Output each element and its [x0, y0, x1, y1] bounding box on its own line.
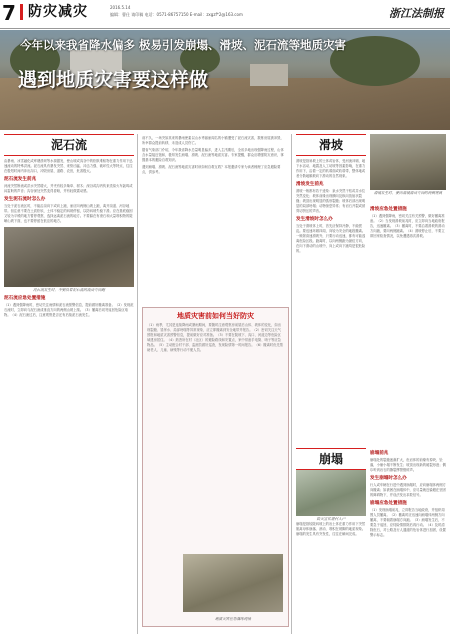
tips-box-title: 地质灾害前如何当好防灾: [177, 312, 254, 320]
subheading: 滑坡发生前兆: [296, 182, 324, 187]
page-header: [0, 0, 450, 29]
intro-text: 滑坡是指斜坡上的土体或岩体，受河流冲刷、地下水活动、地震及人工切坡等因素影响，在重力作用下，沿着一定的软弱面或软弱带，整体地或者分散地顺坡向下滑动的自然现象。: [296, 159, 366, 178]
photo-caption: 防灾宣传进村入户: [316, 517, 346, 521]
photo-caption: 滑坡发生时，要向滑坡滑动方向的两侧逃离: [373, 191, 443, 195]
section-heading: 滑坡: [318, 138, 343, 152]
section-heading: 泥石流: [50, 138, 87, 152]
photo-caption: 地质灾害应急演练现场: [215, 617, 251, 621]
section-title: 防灾减灾: [28, 4, 88, 20]
lead-text: 前不久，一场突如其来的暴雨使素以山水秀丽而闻名的小镇遭受了泥石流灾害，数栋房屋被冲毁，所幸群众提前转移，未造成人员伤亡。: [142, 136, 284, 145]
debris-flow-photo: [4, 227, 134, 287]
editor-contact: 编辑：曹仕 请印稿 电话：0571-86757150 E-mail：zxgzf*2@163.com: [110, 12, 243, 17]
drill-photo: [183, 554, 283, 612]
column-rockfall: [296, 448, 446, 634]
subheading: 崩塌应急处置措施: [370, 501, 407, 506]
intro-text: 崩塌是指较陡斜坡上的岩土体在重力作用下突然脱离母体崩落、滚动、堆积在坡脚的地质现象。崩塌的发生具有突发性，往往在瞬间完成。: [296, 522, 366, 536]
subheading: 发生泥石流时怎么办: [4, 197, 46, 202]
banner-title: 遇到地质灾害要这样做: [18, 69, 209, 91]
lead-text: 据省气象部门介绍，今年我省降水总量明显偏多，进入主汛期后，全省多地出现强降雨过程，山体含水量接近饱和，极易发生崩塌、滑坡、泥石流等地质灾害。专家提醒，群众应增强防灾意识，掌握基本的避险自救知识。: [142, 148, 284, 162]
tips-box: [142, 307, 289, 627]
section-header: [4, 134, 134, 156]
body-text: 当处于滑坡体上时，首先应保持冷静，不能慌乱。要迅速环顾四周，向较为安全的地段撤离。一般除高速滑坡外，只要行动迅速，都有可能逃离危险区段。跑离时，以向两侧跑为最佳方向，在向下滑动的山坡中，向上或向下跑均是很危险的。: [296, 224, 366, 253]
section-header: [296, 448, 366, 470]
column-divider: [137, 134, 138, 634]
column-landslide: [296, 134, 446, 444]
landslide-photo: [370, 134, 446, 190]
subheading: 泥石流应急处置措施: [4, 296, 46, 301]
subheading: 滑坡应急处置措施: [370, 207, 407, 212]
subheading: 发生崩塌时怎么办: [370, 476, 407, 481]
newspaper-logo: 浙江法制报: [389, 7, 444, 20]
banner-photo: [0, 30, 450, 130]
damaged-house: [250, 64, 288, 86]
page-number: 7: [2, 1, 16, 25]
body-text: （1）遇到强降雨时，密切关注雨情和泥石流预警信息，提前做好撤离准备。（2）发现泥石流时，立即向与泥石流成垂直方向的两侧山坡上爬。（3）撤离后切勿返回危险区取物。（4）泥石流过后，注意观察是否还有后续泥石流发生。: [4, 303, 134, 317]
body-text: 当处于泥石流区时，不能沿沟向下或向上跑，而应向两侧山坡上跑，离开沟道、河谷地带。但注意不要在土质松软、土体不稳定的斜坡停留，以防斜坡失稳下滑。应在基底稳固又较为平缓的地方暂停观察，选择远离泥石流的地方。不要躲在有滚石和大量堆积物的陡峭山坡下面，也不要停留在低洼的地方。: [4, 204, 133, 223]
tips-box-text: （1）雨季，尤其是连续降雨或暴雨期间，要随时注意观察房前屋后山体、坡体的变化，如出现裂缝、冒浑水、局部坍塌等异常现象，应立即撤离到安全地带并报告。（2）密切关注天气预报和地质灾害预警信息，提前做好应对准备。（3）不要在陡坡下、沟口、河道边等危险区域建房居住。（4）熟悉所在村（社区）的避险路线和安置点，家中常备手电筒、哨子等应急物品。（5）主动配合村干部、监测员做好巡查，发现险情第一时间报告。（6）撤离时优先帮助老人、儿童、病残等行动不便人员。: [147, 323, 284, 352]
campaign-photo: [296, 470, 366, 516]
body-text: 滑坡一般都有若干迹象：泉水突然干枯或井水位突然变化；坡体前缘出现横向及纵向放射状裂缝；坡顶出现明显的弧形裂缝；坡体后部出现明显的局部坍塌；动物惊恐异常；有岩石开裂或被剪切挤压的声音。: [296, 189, 366, 213]
body-text: （1）遇到强降雨，密切关注有关预警，做好撤离准备。（2）当发现滑坡前兆时，应立即向当地政府报告，迅速撤离。（3）撤离时，不要沿着滑坡的滑动方向跑，要向两侧跑离。（4）滑坡停止后，不要立即回家检查情况，以免遭遇再次滑坡。: [370, 214, 445, 238]
subheading: 崩塌前兆: [370, 451, 389, 456]
accent-bar: [20, 4, 23, 20]
body-text: 崩塌处的裂缝逐渐扩大，危岩体的前缘有掉块、坠落，小崩小塌不断发生；坡顶出现新的破裂形迹；偶尔听到岩石的撕裂摩擦错碎声。: [370, 458, 446, 472]
intro-text: 由暴雨、冰雪融化或库塘溃坝等水源激发，使山坡或沟谷中的松散堆积物在重力作用下迅速流动的特殊洪流。泥石流具有暴发突然、来势凶猛、冲击力强、破坏性大等特点，往往在极短时间内冲出沟口，冲毁房屋、道路、农田，危害极大。: [4, 159, 133, 173]
column-lead: [142, 136, 287, 304]
section-heading: 崩塌: [318, 452, 343, 466]
body-text: 行人或车辆在行进中遇到崩塌时，应向崩塌体两侧方向撤离；如被困在崩塌体中，应尽量就近躲避在坚固的障碍物下，并设法发出求救信号。: [370, 483, 446, 497]
issue-date: 2016.5.14: [110, 5, 131, 10]
subheading: 发生滑坡时怎么办: [296, 217, 333, 222]
section-header: [296, 134, 366, 156]
column-divider: [291, 134, 292, 634]
banner-subtitle: 今年以来我省降水偏多 极易引发崩塌、滑坡、泥石流等地质灾害: [20, 38, 347, 52]
column-debris-flow: [4, 134, 134, 634]
body-text: 河流突然断流或洪水突然增大，并夹有较多柴草、树木；深谷或沟内传来类似火车轰鸣或闷雷般的声音；沟谷深处突然变得昏暗，并有轻微震动感。: [4, 184, 133, 193]
body-text: （1）发现崩塌前兆，立即报告当地政府，并组织周围人员撤离。（2）撤离时应迅速向崩塌体两侧方向撤离，不要朝着崩塌方向跑。（3）崩塌发生后，不要急于返回，应待险情排除后再行动。（4）及时清除危石，对公路及行人通道的危岩体进行加固，设置警示标志。: [370, 508, 446, 537]
lead-text: 遇到崩塌、滑坡、泥石流等地质灾害时该如何自救互救？本报邀请专家为读者梳理了应急避险要点，供参考。: [142, 165, 281, 174]
photo-caption: 泥石流发生时，不要沿着泥石流的流动方向跑: [33, 288, 105, 292]
subheading: 泥石流发生前兆: [4, 177, 37, 182]
